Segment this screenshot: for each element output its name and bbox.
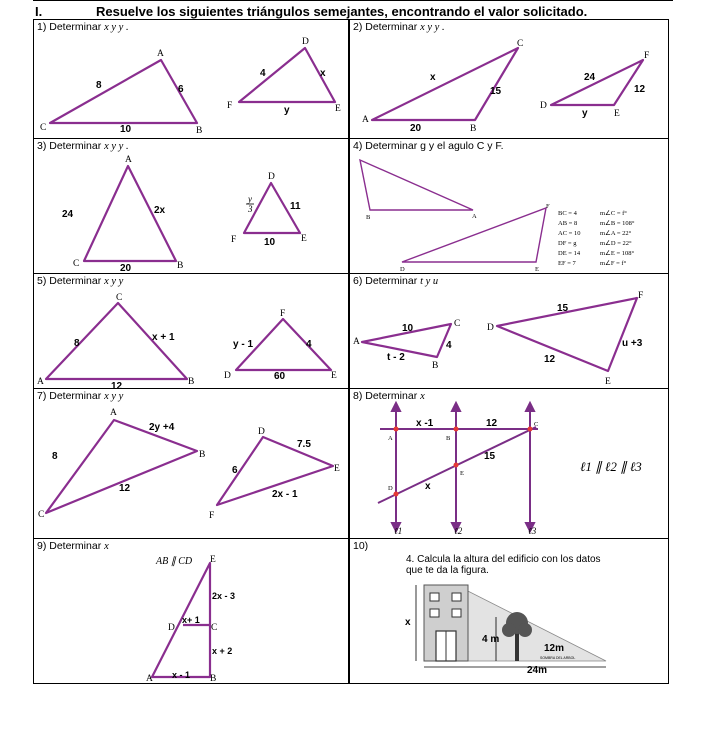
problem-statement: 4. Calcula la altura del edificio con los datos que te da la figura. — [406, 554, 601, 576]
problem-9-figure — [34, 539, 350, 685]
problem-3 — [33, 138, 349, 274]
side-label: 12 — [119, 483, 131, 494]
arrow-head — [526, 403, 534, 411]
side-label: y — [582, 108, 588, 119]
window — [452, 593, 461, 601]
problem-title: 3) Determinar x y y . — [37, 140, 129, 152]
top-rule — [33, 0, 673, 1]
problem-title: 6) Determinar t y u — [353, 275, 439, 287]
vertex-b: B — [199, 450, 206, 460]
side-label: 10 — [120, 124, 132, 135]
window — [430, 593, 439, 601]
vertex-c: C — [73, 259, 80, 269]
vertex-f: F — [209, 511, 215, 521]
vertex-c: C — [116, 293, 123, 303]
vertex-d: D — [224, 371, 231, 381]
triangle-abc — [46, 420, 197, 513]
problem-title: 2) Determinar x y y . — [353, 21, 445, 33]
vertex-e: E — [335, 104, 341, 114]
vertex-a: A — [37, 377, 44, 387]
side-label: x + 1 — [152, 332, 175, 343]
segment-label: 15 — [484, 451, 496, 462]
problem-8 — [349, 388, 669, 539]
data-line: EF = 7 — [558, 260, 576, 267]
arrow-head — [392, 403, 400, 411]
problem-title: 5) Determinar x y y — [37, 275, 124, 287]
shadow-label: 12m — [544, 643, 565, 654]
vertex-c: C — [454, 319, 461, 329]
point-b — [454, 427, 459, 432]
vertex-f: F — [231, 235, 237, 245]
line-label: ℓ2 — [454, 526, 463, 536]
problem-title: 4) Determinar g y el agulo C y F. — [353, 140, 504, 152]
vertex-d: D — [302, 37, 309, 47]
problem-4-figure — [350, 139, 670, 275]
side-label: 8 — [74, 338, 80, 349]
vertex-d: D — [540, 101, 547, 111]
side-label: x - 1 — [172, 670, 191, 680]
total-length-label: 24m — [527, 665, 548, 676]
arrow-head — [452, 403, 460, 411]
side-label: u +3 — [622, 338, 643, 349]
problem-4 — [349, 138, 669, 274]
problem-7 — [33, 388, 349, 539]
segment-label: 12 — [486, 418, 498, 429]
line-label: ℓ1 — [394, 526, 403, 536]
side-label: y — [284, 105, 290, 116]
vertex-c: C — [211, 623, 218, 633]
side-label: t - 2 — [387, 352, 405, 363]
label-b: B — [446, 435, 451, 442]
data-line: m∠F = f° — [600, 260, 627, 267]
vertex-f: F — [638, 291, 644, 301]
vertex-d: D — [268, 172, 275, 182]
point-a — [394, 427, 399, 432]
side-label: 24 — [62, 209, 74, 220]
tree-crown — [518, 623, 532, 637]
side-label: 12 — [111, 381, 123, 392]
data-line: AC = 10 — [558, 230, 581, 237]
side-label: x — [430, 72, 436, 83]
side-label: 10 — [264, 237, 276, 248]
vertex-b: B — [210, 674, 217, 684]
vertex-a: A — [125, 155, 132, 165]
side-label: x + 2 — [212, 646, 233, 656]
tree-trunk — [515, 631, 519, 661]
label-c: C — [534, 421, 539, 428]
vertex-f: F — [546, 203, 550, 210]
tree-crown — [502, 623, 516, 637]
side-label: 8 — [52, 451, 58, 462]
vertex-a: A — [110, 408, 117, 418]
triangle-def — [551, 60, 643, 105]
triangle-abc — [50, 60, 197, 123]
problem-5-figure — [34, 274, 350, 390]
vertex-a: A — [146, 674, 153, 684]
vertex-d: D — [168, 623, 175, 633]
vertex-e: E — [535, 266, 539, 273]
side-label: x+ 1 — [182, 615, 200, 625]
side-label: x — [320, 68, 326, 79]
side-label: 20 — [120, 263, 132, 274]
shadow-caption: SOMBRA DEL ARBOL — [540, 656, 576, 660]
side-label: 2x - 1 — [272, 489, 298, 500]
label-a: A — [388, 435, 393, 442]
segment-label: x -1 — [416, 418, 434, 429]
point-e — [454, 463, 459, 468]
problem-6-figure — [350, 274, 670, 390]
problem-2 — [349, 19, 669, 139]
worksheet-title: Resuelve los siguientes triángulos semejantes, encontrando el valor solicitado. — [96, 4, 588, 19]
side-label: 24 — [584, 72, 596, 83]
side-label: 7.5 — [297, 439, 311, 450]
side-label: 15 — [557, 303, 569, 314]
side-label: y - 1 — [233, 339, 254, 350]
triangle-abc — [372, 48, 518, 120]
problem-8-figure — [350, 389, 670, 540]
data-line: BC = 4 — [558, 210, 577, 217]
problem-10 — [349, 538, 669, 684]
side-label: 12 — [544, 354, 556, 365]
vertex-e: E — [210, 555, 216, 565]
vertex-a: A — [157, 49, 164, 59]
point-d — [394, 492, 399, 497]
side-label: 6 — [232, 465, 238, 476]
problem-title: 9) Determinar x — [37, 540, 109, 552]
vertex-b: B — [470, 124, 477, 134]
vertex-e: E — [334, 464, 340, 474]
side-label: 2x — [154, 205, 166, 216]
side-label: 6 — [178, 84, 184, 95]
building-height-label: x — [405, 617, 411, 628]
vertex-c: C — [40, 123, 47, 133]
side-label: 11 — [290, 201, 301, 212]
triangle-abc — [360, 160, 473, 210]
tree-height-label: 4 m — [482, 634, 500, 645]
label-e: E — [460, 470, 464, 477]
data-line: DE = 14 — [558, 250, 581, 257]
vertex-e: E — [605, 377, 611, 387]
problem-title: 8) Determinar x — [353, 390, 425, 402]
vertex-f: F — [227, 101, 233, 111]
data-line: m∠C = f° — [600, 210, 627, 217]
fraction-denominator: 3 — [248, 204, 253, 214]
fraction-numerator: y — [248, 194, 252, 204]
problem-7-figure — [34, 389, 350, 540]
label-d: D — [388, 485, 393, 492]
shadow-triangle — [456, 585, 606, 661]
vertex-a: A — [353, 337, 360, 347]
vertex-d: D — [400, 266, 405, 273]
side-label: 4 — [306, 339, 312, 350]
vertex-f: F — [644, 51, 650, 61]
data-line: AB = 8 — [558, 220, 578, 227]
vertex-b: B — [366, 214, 371, 221]
vertex-d: D — [258, 427, 265, 437]
vertex-b: B — [432, 361, 439, 371]
problem-1-figure — [34, 20, 350, 140]
side-label: 2y +4 — [149, 422, 175, 433]
side-label: 20 — [410, 123, 422, 134]
given-data-left — [558, 210, 581, 267]
vertex-e: E — [331, 371, 337, 381]
side-label: 8 — [96, 80, 102, 91]
problem-title: 7) Determinar x y y — [37, 390, 124, 402]
point-c — [528, 427, 533, 432]
problem-title: 1) Determinar x y y . — [37, 21, 129, 33]
side-label: 10 — [402, 323, 414, 334]
problem-title: 10) — [353, 540, 369, 552]
vertex-c: C — [38, 510, 45, 520]
side-label: 60 — [274, 371, 286, 382]
vertex-e: E — [301, 234, 307, 244]
data-line: m∠A = 22° — [600, 230, 632, 237]
side-label: 12 — [634, 84, 646, 95]
given-data-right — [600, 209, 635, 267]
side-label: 15 — [490, 86, 502, 97]
data-line: m∠E = 108° — [600, 250, 635, 257]
side-label: 4 — [446, 340, 452, 351]
vertex-c: C — [517, 39, 524, 49]
vertex-b: B — [188, 377, 195, 387]
vertex-a: A — [472, 213, 477, 220]
triangle-abe — [152, 563, 210, 677]
parallel-condition: AB ∥ CD — [156, 556, 193, 567]
problem-10-figure — [350, 539, 670, 685]
vertex-e: E — [614, 109, 620, 119]
line-label: ℓ3 — [528, 526, 537, 536]
window — [430, 609, 439, 617]
problem-1 — [33, 19, 349, 139]
vertex-d: D — [487, 323, 494, 333]
vertex-b: B — [177, 261, 184, 271]
side-label: 4 — [260, 68, 266, 79]
problem-9 — [33, 538, 349, 684]
data-line: DF = g — [558, 240, 577, 247]
parallel-statement: ℓ1 ∥ ℓ2 ∥ ℓ3 — [580, 459, 642, 474]
problem-6 — [349, 273, 669, 389]
window — [452, 609, 461, 617]
segment-label: x — [425, 481, 431, 492]
problem-2-figure — [350, 20, 670, 140]
problem-3-figure — [34, 139, 350, 275]
side-label: 2x - 3 — [212, 591, 236, 601]
vertex-f: F — [280, 309, 286, 319]
problem-5 — [33, 273, 349, 392]
vertex-b: B — [196, 126, 203, 136]
data-line: m∠B = 108° — [600, 220, 635, 227]
data-line: m∠D = 22° — [600, 240, 632, 247]
vertex-a: A — [362, 115, 369, 125]
section-number: I. — [35, 4, 43, 19]
